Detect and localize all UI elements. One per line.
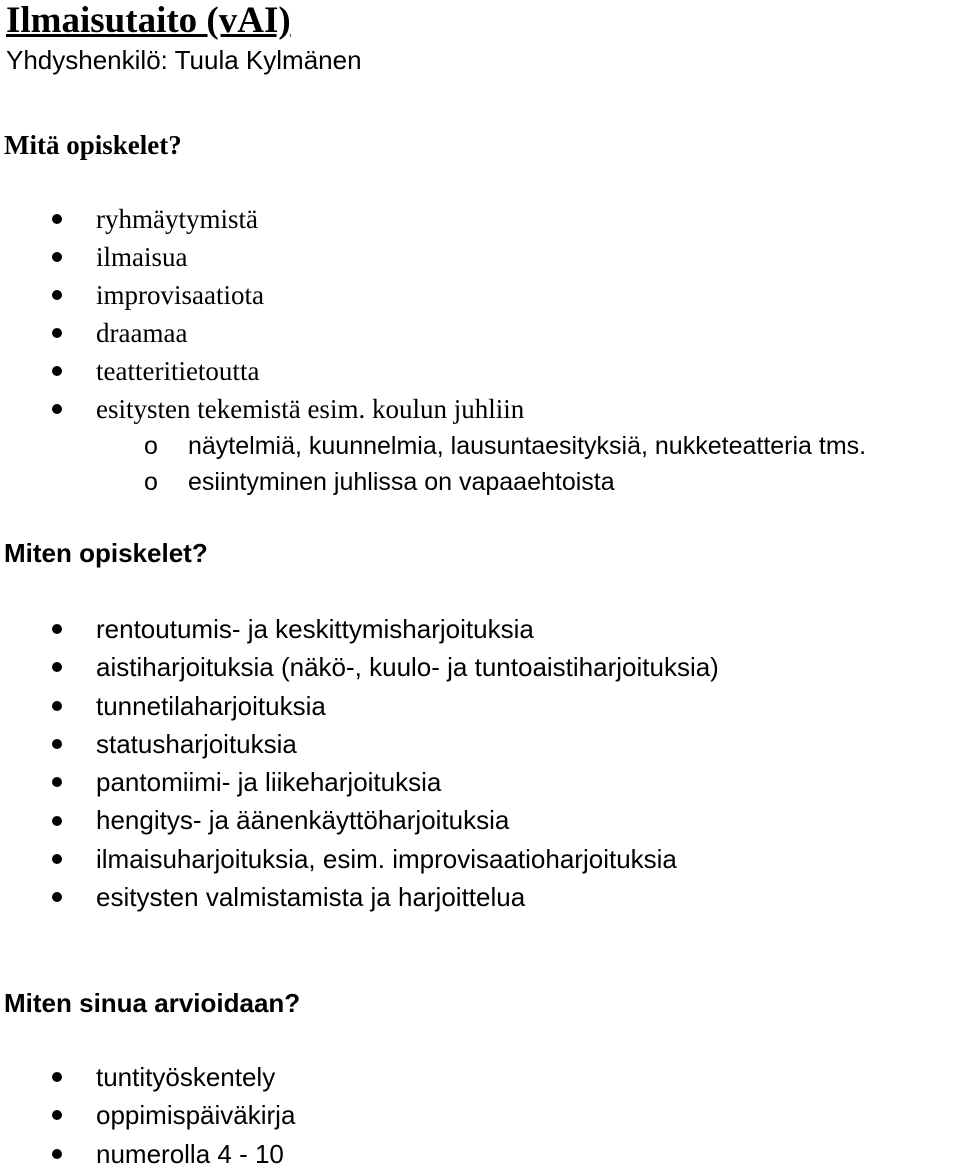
bullet-icon <box>52 892 62 902</box>
bullet-icon <box>52 404 62 414</box>
sub-list-item: o esiintyminen juhlissa on vapaaehtoista <box>0 464 866 500</box>
list-item: oppimispäiväkirja <box>0 1096 295 1134</box>
bullet-icon <box>52 328 62 338</box>
section-heading-what: Mitä opiskelet? <box>4 130 182 160</box>
list-item: ryhmäytymistä <box>0 200 524 238</box>
bullet-icon <box>52 366 62 376</box>
bullet-icon <box>52 624 62 634</box>
list-item: esitysten valmistamista ja harjoittelua <box>0 878 719 916</box>
section-heading-how: Miten opiskelet? <box>4 538 208 568</box>
list-item: ilmaisuharjoituksia, esim. improvisaatioharjoituksia <box>0 840 719 878</box>
bullet-icon <box>52 816 62 826</box>
bullet-icon <box>52 739 62 749</box>
sub-bullet-icon: o <box>144 468 158 496</box>
bullet-icon <box>52 854 62 864</box>
contact-person: Yhdyshenkilö: Tuula Kylmänen <box>6 45 362 75</box>
bullet-icon <box>52 1149 62 1159</box>
list-item: tuntityöskentely <box>0 1058 295 1096</box>
list-item: ilmaisua <box>0 238 524 276</box>
how-list <box>0 610 719 916</box>
bullet-icon <box>52 777 62 787</box>
bullet-icon <box>52 662 62 672</box>
bullet-icon <box>52 1110 62 1120</box>
list-item: hengitys- ja äänenkäyttöharjoituksia <box>0 801 719 839</box>
list-item: pantomiimi- ja liikeharjoituksia <box>0 763 719 801</box>
page-title: Ilmaisutaito (vAI) <box>6 0 291 41</box>
list-item: rentoutumis- ja keskittymisharjoituksia <box>0 610 719 648</box>
sub-list-item: o näytelmiä, kuunnelmia, lausuntaesityksiä, nukketeatteria tms. <box>0 428 866 464</box>
list-item: aistiharjoituksia (näkö-, kuulo- ja tuntoaistiharjoituksia) <box>0 648 719 686</box>
section-heading-assessment: Miten sinua arvioidaan? <box>4 988 301 1018</box>
bullet-icon <box>52 701 62 711</box>
assessment-list <box>0 1058 295 1173</box>
list-item: numerolla 4 - 10 <box>0 1135 295 1173</box>
list-item: tunnetilaharjoituksia <box>0 687 719 725</box>
sub-list <box>0 428 866 500</box>
list-item: statusharjoituksia <box>0 725 719 763</box>
sub-bullet-icon: o <box>144 432 158 460</box>
bullet-icon <box>52 252 62 262</box>
list-item: improvisaatiota <box>0 276 524 314</box>
list-item: teatteritietoutta <box>0 352 524 390</box>
bullet-icon <box>52 214 62 224</box>
list-item: draamaa <box>0 314 524 352</box>
bullet-icon <box>52 1072 62 1082</box>
bullet-icon <box>52 290 62 300</box>
list-item: esitysten tekemistä esim. koulun juhliin <box>0 390 524 428</box>
what-list <box>0 200 524 428</box>
